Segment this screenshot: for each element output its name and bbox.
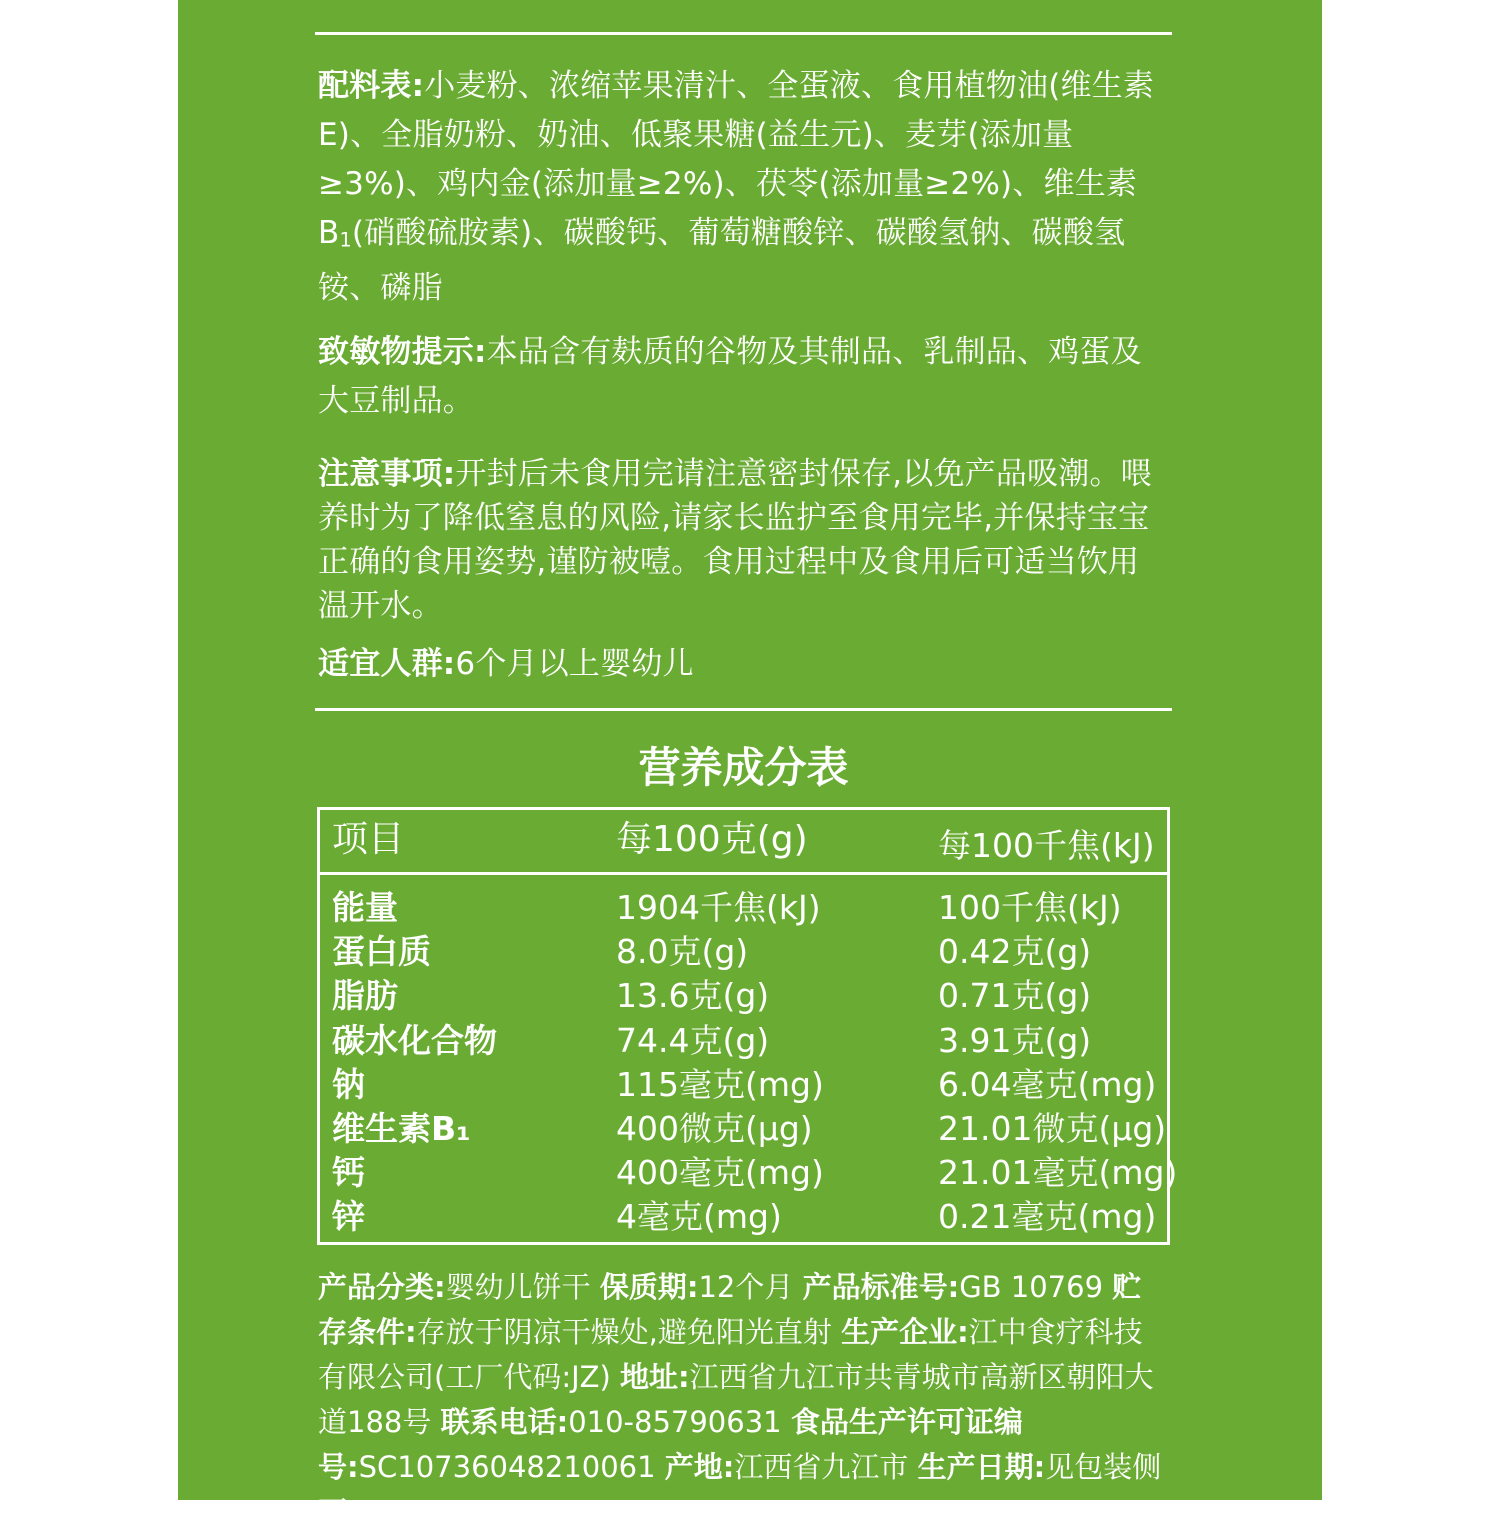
- nutrient-per-100g: 115毫克(mg): [616, 1064, 824, 1104]
- ingredients-text-cont: (硝酸硫胺素)、碳酸钙、葡萄糖酸锌、碳酸氢钠、碳酸氢铵、磷脂: [318, 215, 1126, 307]
- phone-label: 联系电话:: [440, 1405, 569, 1439]
- nutrient-per-100g: 1904千焦(kJ): [616, 888, 821, 927]
- nutrient-name: 能量: [332, 888, 398, 927]
- nutrient-per-100kj: 0.42克(g): [938, 932, 1092, 972]
- shelf-life-label: 保质期:: [599, 1270, 699, 1304]
- nutrient-per-100kj: 21.01毫克(mg): [938, 1153, 1178, 1193]
- nutrient-per-100kj: 3.91克(g): [938, 1020, 1092, 1060]
- nutrition-title: 营养成分表: [638, 743, 849, 792]
- notice-section: [318, 452, 1170, 628]
- nutrient-per-100kj: 21.01微克(μg): [938, 1109, 1167, 1148]
- header-separator: [320, 872, 1167, 875]
- production-date-label: 生产日期:: [917, 1450, 1046, 1484]
- phone-value: 010-85790631: [568, 1405, 782, 1439]
- audience-section: [318, 640, 1170, 689]
- nutrient-per-100g: 74.4克(g): [616, 1020, 770, 1060]
- notice-text: 开封后未食用完请注意密封保存,以免产品吸潮。喂养时为了降低窒息的风险,请家长监护至食用完毕,并保持宝宝正确的食用姿势,谨防被噎。食用过程中及食用后可适当饮用温开水。: [318, 456, 1152, 624]
- category-value: 婴幼儿饼干: [445, 1270, 591, 1304]
- maker-label: 生产企业:: [841, 1315, 969, 1349]
- nutrition-table: [317, 807, 1178, 1245]
- nutrient-per-100kj: 0.71克(g): [938, 976, 1092, 1016]
- nutrient-per-100kj: 6.04毫克(mg): [938, 1064, 1157, 1104]
- nutrient-per-100g: 400毫克(mg): [616, 1153, 824, 1193]
- address-value: 江西省九江市共青城市高新区朝阳大道188号: [318, 1360, 1154, 1439]
- ingredients-text: 小麦粉、浓缩苹果清汁、全蛋液、食用植物油(维生素E)、全脂奶粉、奶油、低聚果糖(益生元)、麦芽(添加量≥3%)、鸡内金(添加量≥2%)、茯苓(添加量≥2%)、维生素B: [318, 68, 1155, 251]
- allergen-label: 致敏物提示:: [318, 334, 487, 370]
- ingredients-section: [318, 62, 1170, 313]
- shelf-life-value: 12个月: [698, 1270, 794, 1304]
- address-label: 地址:: [620, 1360, 690, 1394]
- nutrient-name: 钠: [332, 1064, 365, 1104]
- nutrient-name: 碳水化合物: [332, 1020, 497, 1060]
- ingredients-subscript: 1: [339, 228, 352, 252]
- nutrient-per-100kj: 100千焦(kJ): [938, 888, 1122, 927]
- audience-text: 6个月以上婴幼儿: [455, 646, 694, 682]
- standard-label: 产品标准号:: [802, 1270, 960, 1304]
- origin-label: 产地:: [664, 1450, 735, 1484]
- nutrient-name: 脂肪: [332, 976, 398, 1016]
- nutrient-per-100g: 400微克(μg): [616, 1109, 813, 1148]
- audience-label: 适宜人群:: [318, 646, 456, 682]
- maker-value: 江中食疗科技有限公司(工厂代码:JZ): [318, 1315, 1143, 1394]
- allergen-section: [318, 328, 1170, 426]
- ingredients-label: 配料表:: [318, 68, 425, 104]
- license-label: 食品生产许可证编号:: [318, 1405, 1023, 1484]
- license-value: SC10736048210061: [358, 1450, 656, 1484]
- storage-label: 贮存条件:: [318, 1270, 1142, 1349]
- production-date-value: 见包装侧面: [318, 1450, 1162, 1529]
- storage-value: 存放于阴凉干燥处,避免阳光直射: [416, 1315, 832, 1349]
- nutrient-per-100g: 8.0克(g): [616, 932, 749, 972]
- nutrient-name: 钙: [332, 1153, 365, 1193]
- standard-value: GB 10769: [959, 1270, 1104, 1304]
- middle-divider: [315, 708, 1172, 711]
- header-per-100g: 每100克(g): [616, 819, 808, 860]
- top-divider: [315, 32, 1172, 35]
- nutrient-per-100kj: 0.21毫克(mg): [938, 1197, 1157, 1237]
- allergen-text: 本品含有麸质的谷物及其制品、乳制品、鸡蛋及大豆制品。: [318, 334, 1142, 419]
- nutrient-name: 蛋白质: [332, 932, 431, 972]
- header-item: 项目: [332, 819, 405, 860]
- origin-value: 江西省九江市: [734, 1450, 909, 1484]
- nutrient-per-100g: 13.6克(g): [616, 976, 770, 1016]
- nutrient-name: 锌: [332, 1197, 365, 1237]
- category-label: 产品分类:: [318, 1270, 446, 1304]
- label-panel: [178, 0, 1322, 1529]
- notice-label: 注意事项:: [318, 456, 456, 492]
- nutrient-per-100g: 4毫克(mg): [616, 1197, 782, 1237]
- product-info: [318, 1265, 1170, 1535]
- nutrient-name: 维生素B₁: [332, 1109, 471, 1148]
- header-per-100kj: 每100千焦(kJ): [938, 826, 1155, 865]
